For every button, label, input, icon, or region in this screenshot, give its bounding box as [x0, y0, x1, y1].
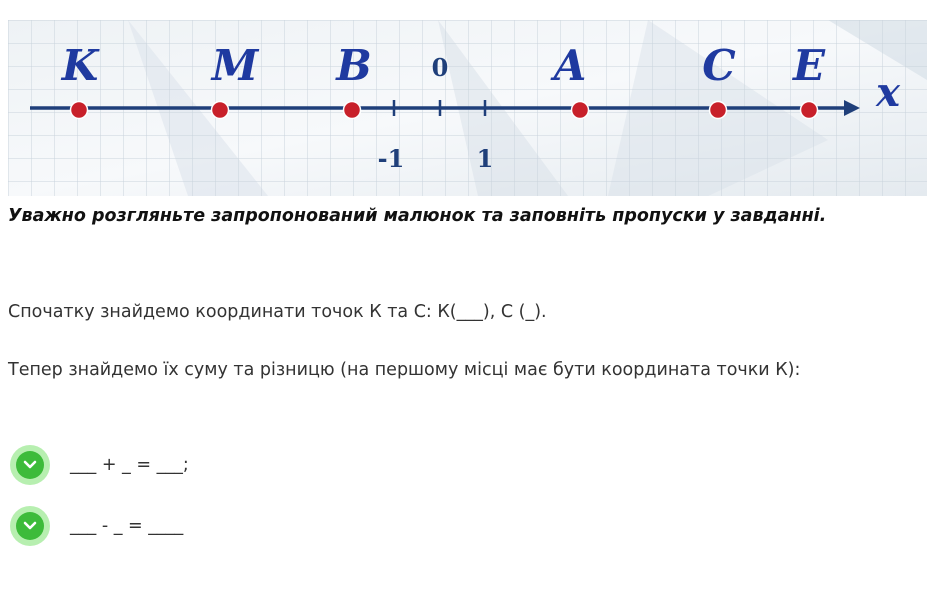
point-m: [212, 102, 229, 119]
tick-label-1: 1: [476, 144, 494, 173]
point-label-m: M: [211, 41, 259, 90]
number-line-figure: [8, 20, 927, 196]
tick-label-minus-1: -1: [377, 144, 405, 173]
chevron-down-icon[interactable]: [10, 445, 50, 485]
equation-row-sum: [10, 444, 189, 486]
point-a: [572, 102, 589, 119]
chevron-down-icon[interactable]: [10, 506, 50, 546]
equation-row-difference: [10, 505, 183, 547]
point-b: [344, 102, 361, 119]
point-label-k: K: [61, 41, 99, 90]
point-e: [801, 102, 818, 119]
chevron-inner: [16, 512, 44, 540]
point-label-a: A: [553, 41, 587, 90]
point-k: [71, 102, 88, 119]
task-paragraph-sum-difference: Тепер знайдемо їх суму та різницю (на першому місці має бути координата точки К):: [8, 360, 801, 380]
point-c: [710, 102, 727, 119]
equation-difference-text: ___ - _ = ____: [70, 516, 184, 536]
task-paragraph-coordinates: Спочатку знайдемо координати точок К та С: К(___), С (_).: [8, 302, 547, 322]
chevron-inner: [16, 451, 44, 479]
task-instruction: Уважно розгляньте запропонований малюнок та заповніть пропуски у завданні.: [8, 206, 827, 226]
point-label-c: C: [702, 41, 736, 90]
equation-sum-text: ___ + _ = ___;: [70, 455, 189, 475]
point-label-b: B: [336, 41, 372, 90]
axis-label-x: x: [876, 69, 900, 116]
tick-label-0: 0: [431, 53, 449, 82]
point-label-e: E: [792, 41, 826, 90]
